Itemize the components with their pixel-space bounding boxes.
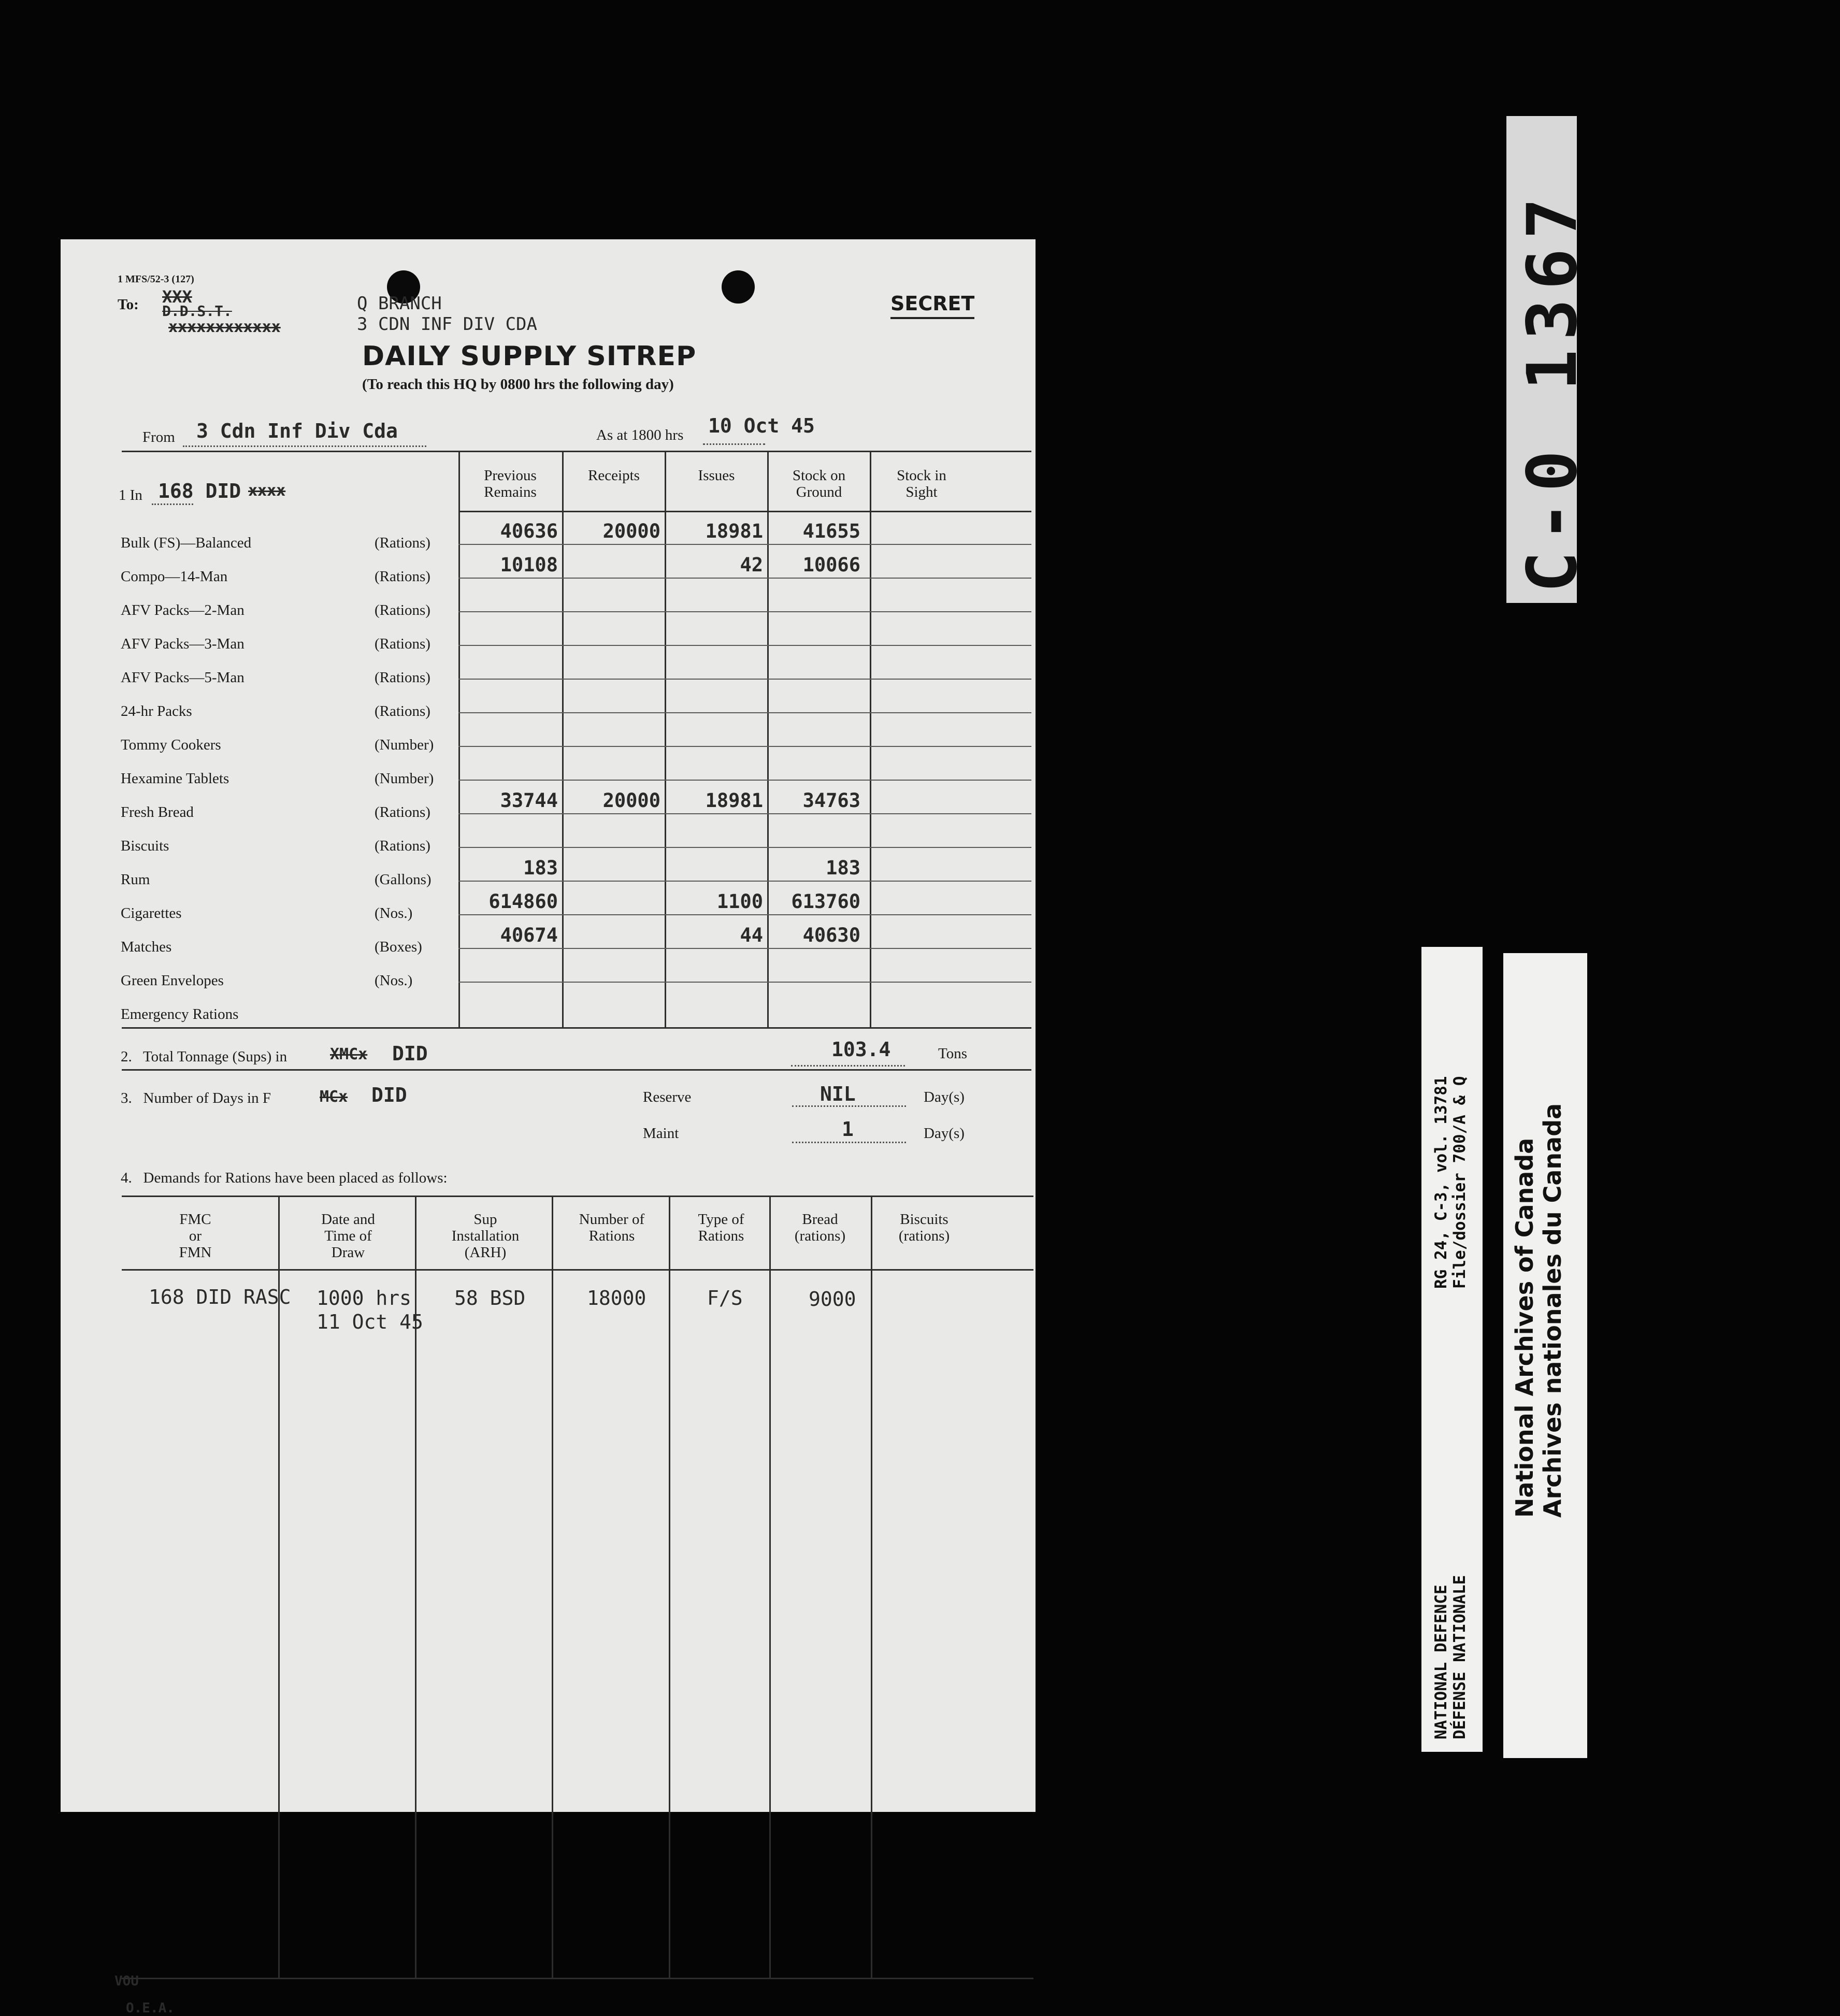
row-unit: (Rations): [375, 636, 430, 652]
row-item-afv3: AFV Packs—3-Man: [121, 636, 245, 652]
as-at-label: As at 1800 hrs: [596, 427, 684, 443]
cell-prev: 33744: [500, 789, 558, 812]
row-item-emergency-rations: Emergency Rations: [121, 1006, 239, 1023]
cell-issues: 44: [740, 924, 763, 946]
demand-col-fmc: FMC or FMN: [179, 1211, 212, 1261]
cell-stock: 41655: [802, 520, 860, 542]
col-previous-remains: Previous Remains: [484, 467, 537, 500]
col-receipts: Receipts: [588, 467, 640, 484]
demand-col-type: Type of Rations: [698, 1211, 744, 1244]
section3-place: DID: [371, 1084, 407, 1106]
demand-col-number: Number of Rations: [579, 1211, 645, 1244]
row-unit: (Rations): [375, 568, 430, 585]
to-struck-1: XXX: [162, 287, 192, 307]
row-item-green-envelopes: Green Envelopes: [121, 972, 224, 989]
row-item-compo: Compo—14-Man: [121, 568, 228, 585]
demand-date-line2: 11 Oct 45: [317, 1311, 423, 1333]
row-unit: (Rations): [375, 669, 430, 686]
demand-fmc: 168 DID RASC: [149, 1286, 291, 1308]
cell-stock: 183: [826, 857, 860, 879]
cell-prev: 40636: [500, 520, 558, 542]
row-item-afv2: AFV Packs—2-Man: [121, 602, 245, 618]
demand-col-biscuits: Biscuits (rations): [898, 1211, 950, 1244]
archives-name-en: National Archives of Canada: [1511, 1137, 1539, 1518]
row-item-afv5: AFV Packs—5-Man: [121, 669, 245, 686]
section1-value: 168 DID: [158, 480, 241, 502]
to-label: To:: [118, 296, 139, 313]
demand-col-date: Date and Time of Draw: [321, 1211, 375, 1261]
department-fr: DÉFENSE NATIONALE: [1450, 1575, 1469, 1739]
cell-prev: 183: [523, 857, 558, 879]
cell-issues: 1100: [716, 890, 763, 913]
row-item-cigarettes: Cigarettes: [121, 905, 182, 921]
row-unit: (Rations): [375, 602, 430, 618]
row-unit: (Boxes): [375, 939, 422, 955]
section2-label: 2. Total Tonnage (Sups) in: [121, 1048, 288, 1065]
demand-col-bread: Bread (rations): [794, 1211, 846, 1244]
col-issues: Issues: [698, 467, 735, 484]
cell-issues: 42: [740, 554, 763, 576]
cell-stock: 34763: [802, 789, 860, 812]
form-subtitle: (To reach this HQ by 0800 hrs the following day): [362, 376, 674, 393]
cell-issues: 18981: [705, 520, 763, 542]
cell-issues: 18981: [705, 789, 763, 812]
as-at-value: 10 Oct 45: [708, 414, 815, 437]
archive-ref-1: RG 24, C-3, vol. 13781: [1432, 1076, 1450, 1289]
reel-number-strip: [1506, 116, 1592, 603]
row-unit: (Rations): [375, 804, 430, 820]
cell-receipts: 20000: [602, 789, 660, 812]
row-unit: (Number): [375, 770, 434, 787]
footer-initials: O.E.A.: [126, 2000, 175, 2016]
from-label: From: [142, 429, 175, 445]
reel-number: C-0 1367: [1513, 189, 1592, 593]
row-item-fresh-bread: Fresh Bread: [121, 804, 194, 820]
classification-secret: SECRET: [890, 292, 974, 319]
row-unit: (Rations): [375, 535, 430, 551]
form-title: DAILY SUPPLY SITREP: [362, 341, 697, 372]
row-unit: (Rations): [375, 703, 430, 719]
demand-date-line1: 1000 hrs: [317, 1287, 412, 1309]
row-item-tommy-cookers: Tommy Cookers: [121, 737, 221, 753]
tons-unit: Tons: [938, 1045, 967, 1062]
cell-receipts: 20000: [602, 520, 660, 542]
section1-label: 1 In: [119, 487, 142, 503]
cell-stock: 40630: [802, 924, 860, 946]
row-item-24hr: 24-hr Packs: [121, 703, 192, 719]
row-item-biscuits: Biscuits: [121, 838, 169, 854]
reserve-value: NIL: [820, 1083, 856, 1105]
demand-type: F/S: [707, 1287, 743, 1309]
section3-struck: MCx: [320, 1088, 348, 1106]
section2-place: DID: [392, 1042, 428, 1065]
national-archives-strip: [1503, 953, 1587, 1758]
form-code: 1 MFS/52-3 (127): [118, 273, 194, 285]
cell-prev: 40674: [500, 924, 558, 946]
archives-name-fr: Archives nationales du Canada: [1539, 1103, 1566, 1518]
section4-label: 4. Demands for Rations have been placed as follows:: [121, 1170, 448, 1186]
col-stock-on-ground: Stock on Ground: [792, 467, 846, 500]
days-unit: Day(s): [924, 1125, 965, 1142]
days-unit: Day(s): [924, 1089, 965, 1105]
demand-bread: 9000: [809, 1288, 856, 1311]
row-item-bulk: Bulk (FS)—Balanced: [121, 535, 252, 551]
section2-struck: XMCx: [330, 1045, 368, 1063]
cell-prev: 10108: [500, 554, 558, 576]
row-unit: (Nos.): [375, 905, 413, 921]
reserve-label: Reserve: [643, 1089, 692, 1105]
archive-ref-2: File/dossier 700/A & Q: [1450, 1076, 1469, 1289]
row-unit: (Nos.): [375, 972, 413, 989]
from-value: 3 Cdn Inf Div Cda: [196, 420, 398, 442]
demand-col-sup: Sup Installation (ARH): [451, 1211, 520, 1261]
row-unit: (Number): [375, 737, 434, 753]
section1-struck: xxxx: [248, 482, 286, 500]
maint-label: Maint: [643, 1125, 679, 1142]
to-struck-2: D.D.S.T.: [162, 303, 232, 320]
supply-sitrep-sheet: [61, 239, 1036, 2016]
demand-sup: 58 BSD: [454, 1287, 526, 1309]
row-unit: (Rations): [375, 838, 430, 854]
cell-prev: 614860: [488, 890, 558, 913]
row-item-hexamine: Hexamine Tablets: [121, 770, 229, 787]
col-stock-in-sight: Stock in Sight: [897, 467, 946, 500]
cell-stock: 10066: [802, 554, 860, 576]
total-tonnage-value: 103.4: [831, 1038, 891, 1061]
department-en: NATIONAL DEFENCE: [1432, 1585, 1450, 1739]
maint-value: 1: [842, 1118, 854, 1141]
footer-vou: VOU: [114, 1974, 139, 1989]
punch-hole-right: [722, 270, 755, 304]
row-unit: (Gallons): [375, 871, 432, 888]
department-ref-strip: [1421, 947, 1483, 1752]
row-item-matches: Matches: [121, 939, 172, 955]
cell-stock: 613760: [791, 890, 860, 913]
addressee-line-1: Q BRANCH: [357, 293, 442, 314]
section3-label: 3. Number of Days in F: [121, 1090, 271, 1106]
to-struck-3: xxxxxxxxxxxx: [168, 318, 281, 336]
demand-number: 18000: [587, 1287, 646, 1309]
addressee-line-2: 3 CDN INF DIV CDA: [357, 314, 537, 335]
row-item-rum: Rum: [121, 871, 150, 888]
